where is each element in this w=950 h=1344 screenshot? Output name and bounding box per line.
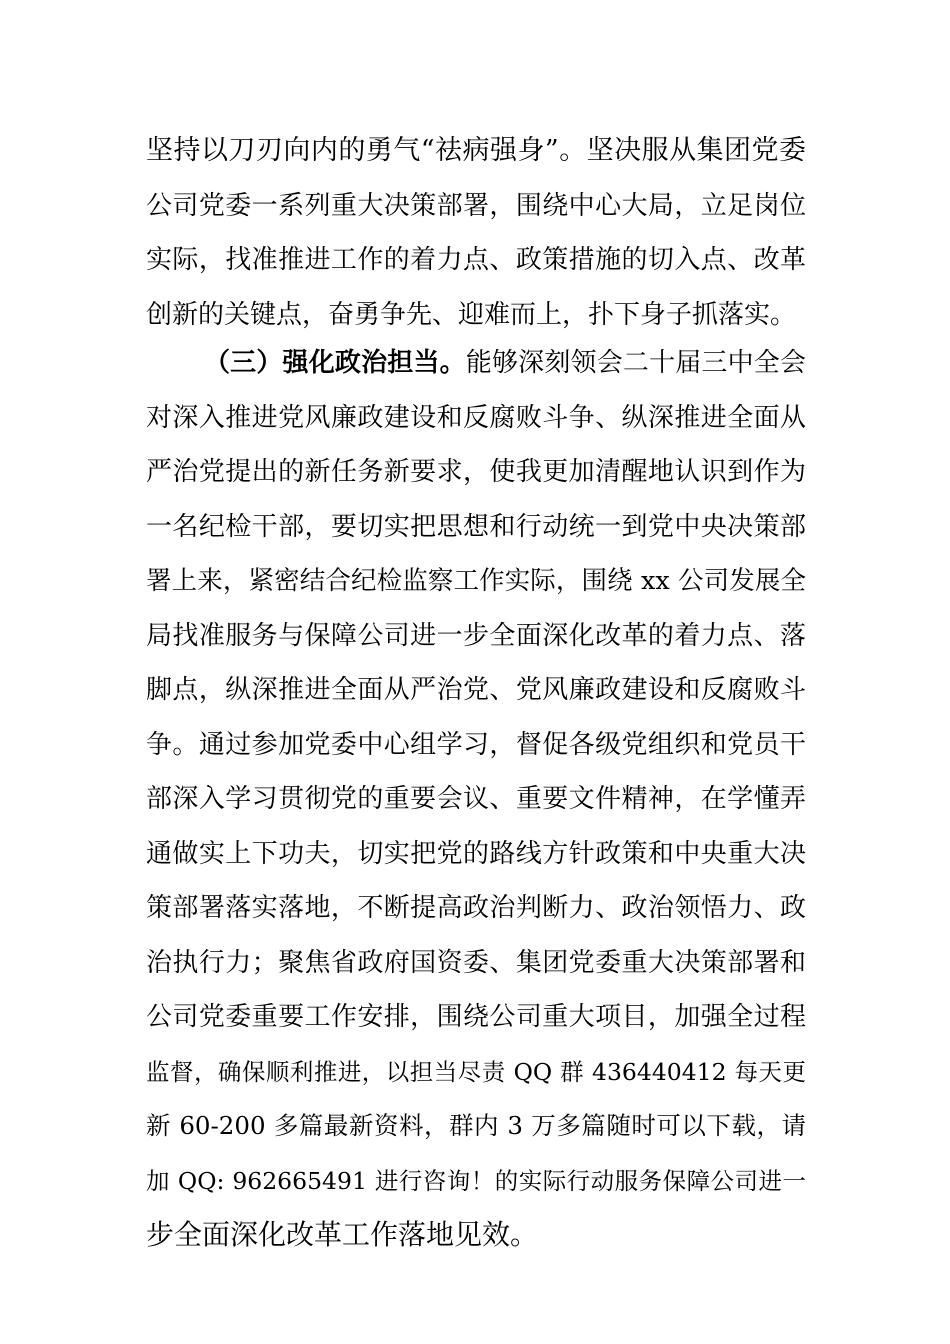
paragraph-line: 争。通过参加党委中心组学习，督促各级党组织和党员干 <box>146 729 806 760</box>
section-heading: （三）强化政治担当。 <box>204 348 466 378</box>
paragraph-line: 部深入学习贯彻党的重要会议、重要文件精神，在学懂弄 <box>146 784 806 814</box>
paragraph-line: 一名纪检干部，要切实把思想和行动统一到党中央决策部 <box>146 511 806 542</box>
paragraph-line: 创新的关键点，奋勇争先、迎难而上，扑下身子抓落实。 <box>146 299 797 330</box>
paragraph-line: 严治党提出的新任务新要求，使我更加清醒地认识到作为 <box>146 457 806 487</box>
paragraph-line: 策部署落实落地，不断提高政治判断力、政治领悟力、政 <box>146 893 806 923</box>
paragraph-line: 署上来，紧密结合纪检监察工作实际，围绕 xx 公司发展全 <box>146 566 806 596</box>
paragraph-2 <box>146 336 806 1263</box>
paragraph-line: 公司党委一系列重大决策部署，围绕中心大局，立足岗位 <box>146 190 806 221</box>
paragraph-line: 新 60-200 多篇最新资料，群内 3 万多篇随时可以下载，请 <box>146 1111 806 1140</box>
paragraph-line: 步全面深化改革工作落地见效。 <box>146 1218 539 1251</box>
paragraph-line: 脚点，纵深推进全面从严治党、党风廉政建设和反腐败斗 <box>146 675 806 705</box>
paragraph-line: 加 QQ: 962665491 进行咨询！的实际行动服务保障公司进一 <box>146 1166 806 1195</box>
paragraph-line: 监督，确保顺利推进，以担当尽责 QQ 群 436440412 每天更 <box>146 1057 806 1086</box>
paragraph-1 <box>146 124 806 342</box>
paragraph-line: 治执行力；聚焦省政府国资委、集团党委重大决策部署和 <box>146 947 806 978</box>
paragraph-line: 局找准服务与保障公司进一步全面深化改革的着力点、落 <box>146 620 806 651</box>
paragraph-line: 公司党委重要工作安排，围绕公司重大项目，加强全过程 <box>146 1002 806 1032</box>
paragraph-line: 通做实上下功夫，切实把党的路线方针政策和中央重大决 <box>146 838 806 869</box>
paragraph-text: 能够深刻领会二十届三中全会 <box>465 348 806 378</box>
paragraph-first-line <box>146 336 806 391</box>
paragraph-line: 实际，找准推进工作的着力点、政策措施的切入点、改革 <box>146 245 806 275</box>
paragraph-line: 坚持以刀刃向内的勇气“祛病强身”。坚决服从集团党委 <box>146 135 806 166</box>
paragraph-line: 对深入推进党风廉政建设和反腐败斗争、纵深推进全面从 <box>146 402 806 433</box>
